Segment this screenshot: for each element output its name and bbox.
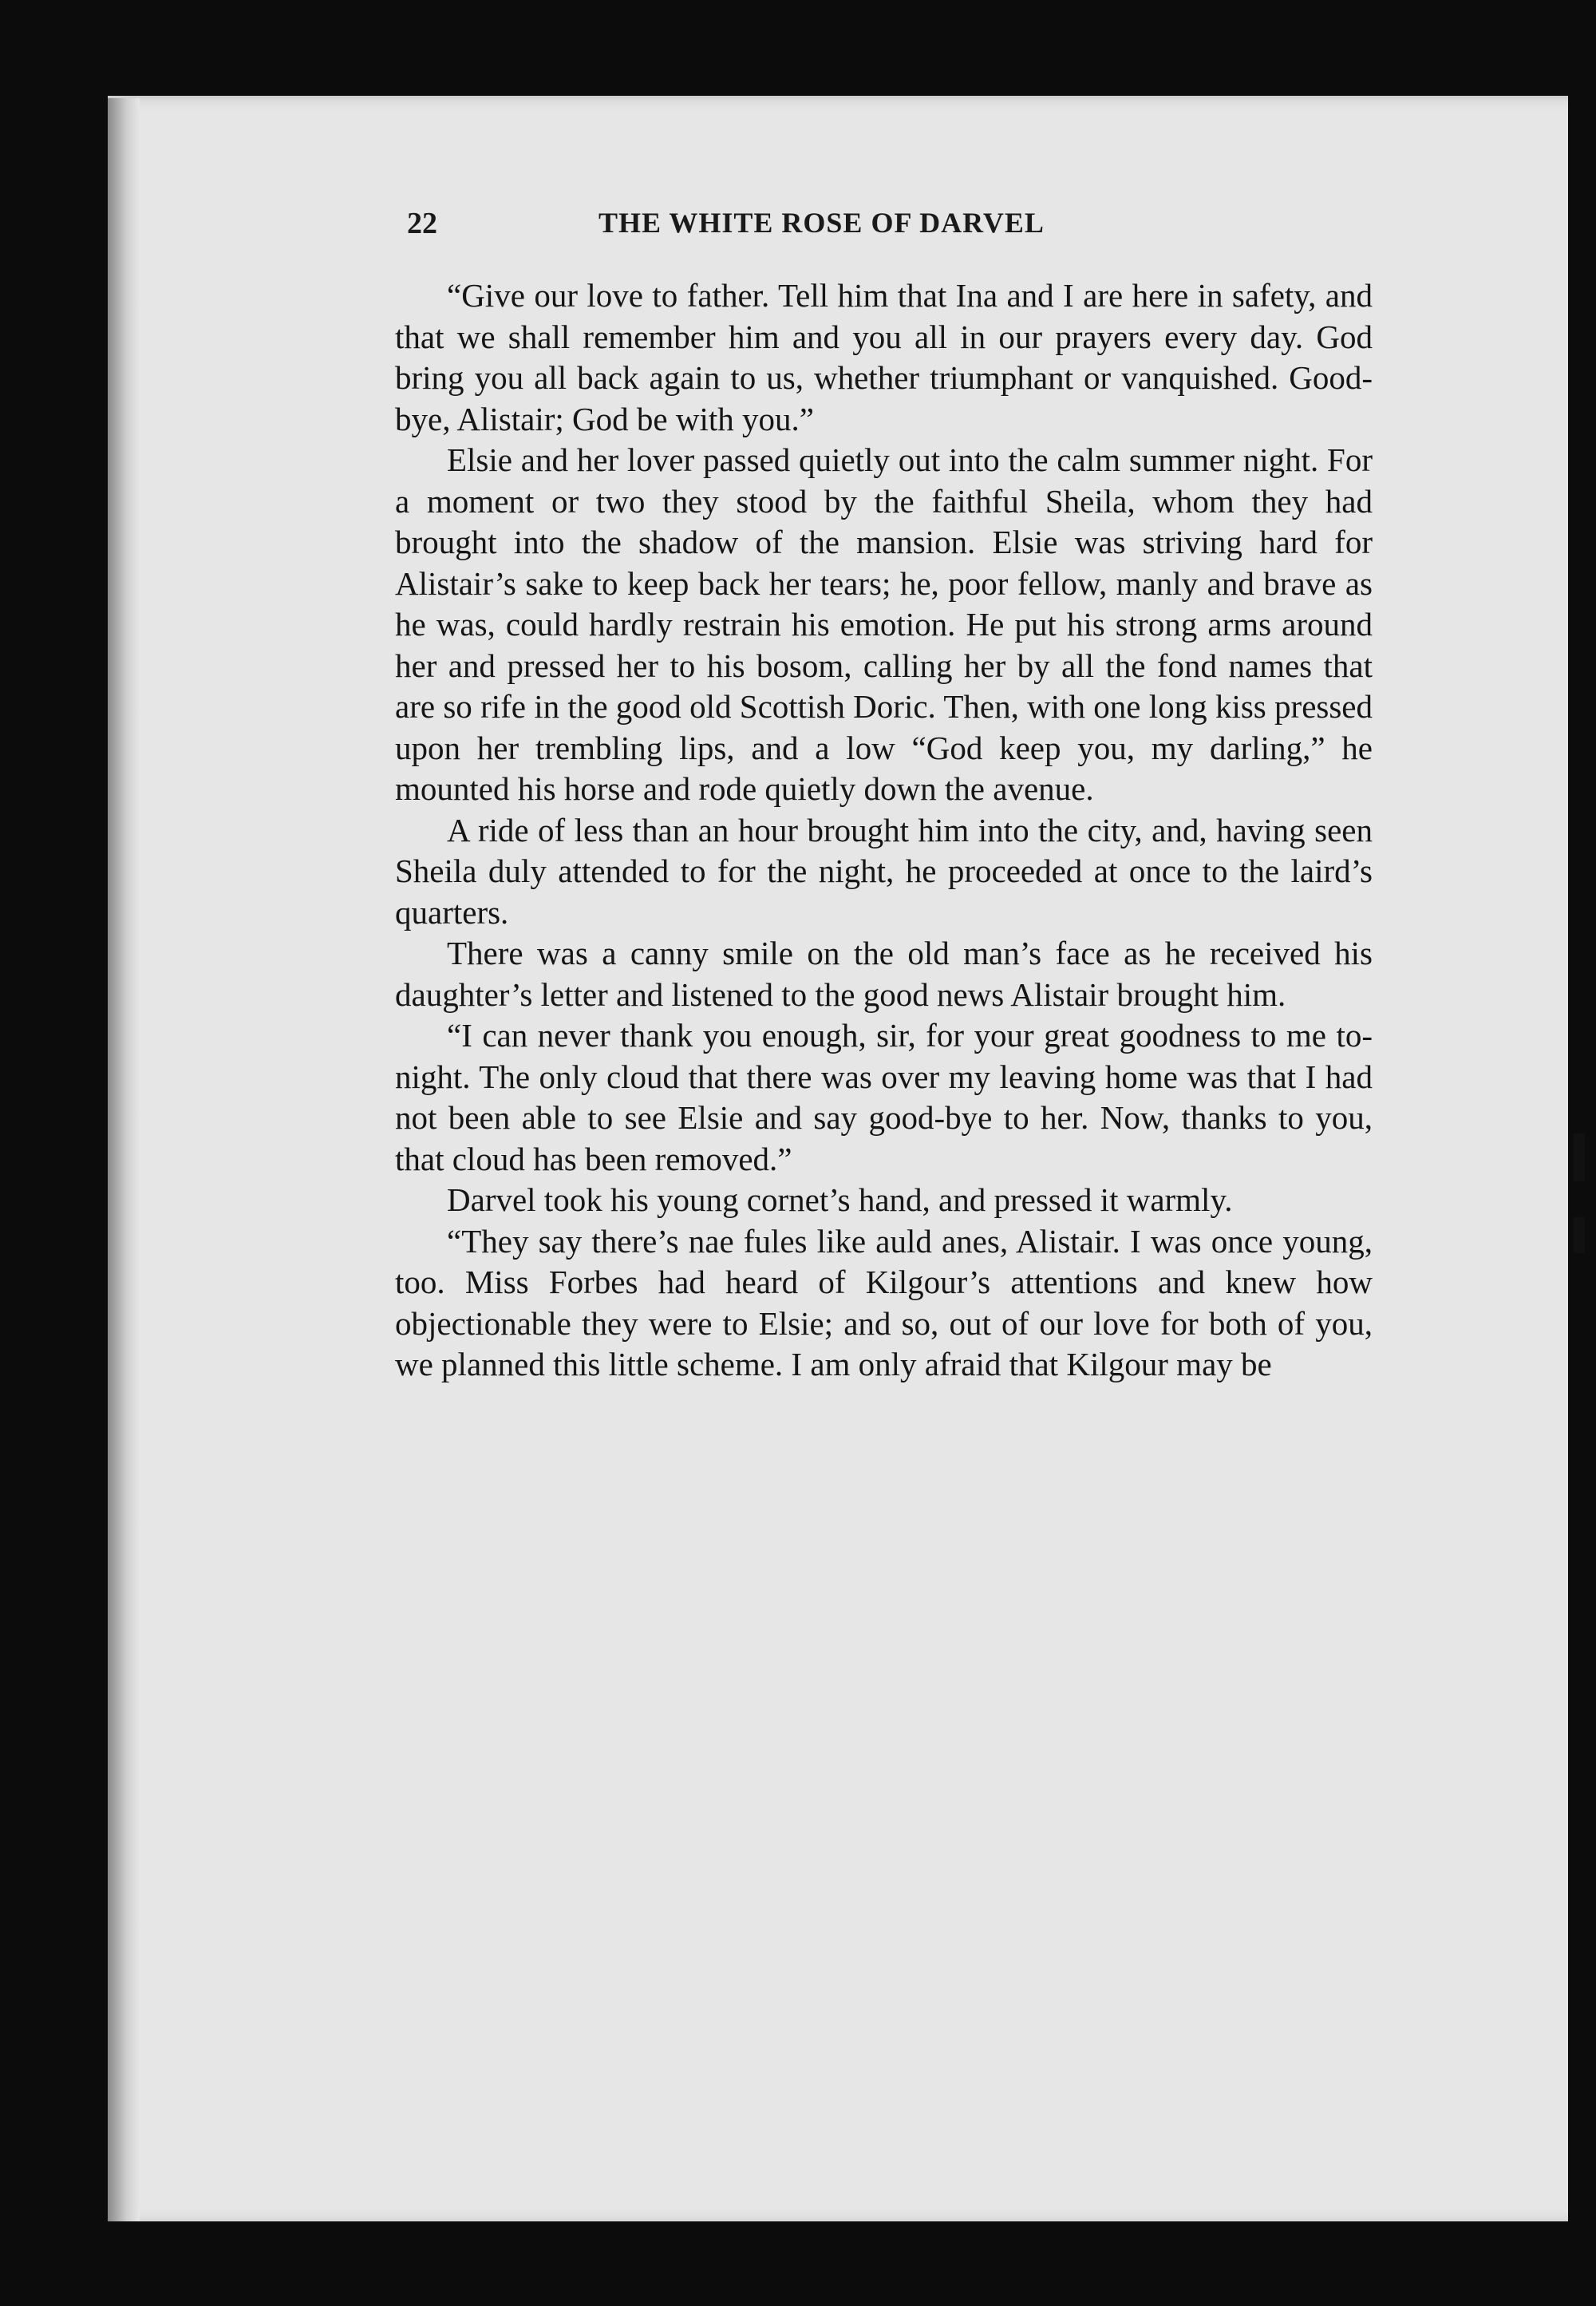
- paragraph: Darvel took his young cornet’s hand, and pressed it warmly.: [447, 1181, 1233, 1218]
- paragraph: There was a canny smile on the old man’s face as he received his daughter’s letter and listened to the good news Alistair brought him.: [395, 935, 1373, 1013]
- edge-mark: [1574, 1133, 1585, 1181]
- scan-edge-artifacts: [1540, 1038, 1596, 1596]
- paragraph: Elsie and her lover passed quietly out into the calm summer night. For a moment or two they stood by the faithful Sheila, whom they had brought into the shadow of the mansion. Elsie was striving hard for Alistair’s sake to keep back her tears; he, poor fellow, manly and brave as he was, could hardly restrain his emotion. He put his strong arms around her and pressed her to his bosom, calling her by all the fond names that are so rife in the good old Scottish Doric. Then, with one long kiss pressed upon her trembling lips, and a low “God keep you, my darling,” he mounted his horse and rode quietly down the avenue.: [395, 441, 1373, 807]
- edge-mark: [1574, 1217, 1585, 1253]
- paragraph: “They say there’s nae fules like auld anes, Alistair. I was once young, too. Miss Forbes had heard of Kilgour’s attentions and knew how objectionable they were to Elsie; and so, out of our love for both of you, we planned this little scheme. I am only afraid that Kilgour may be: [395, 1222, 1373, 1382]
- page-gutter: [108, 98, 140, 2221]
- running-title: THE WHITE ROSE OF DARVEL: [598, 207, 1045, 239]
- body-text: [395, 275, 1373, 1386]
- paragraph: A ride of less than an hour brought him into the city, and, having seen Sheila duly attended to for the night, he proceeded at once to the laird’s quarters.: [395, 811, 1373, 931]
- paragraph: “I can never thank you enough, sir, for your great goodness to me to-night. The only cloud that there was over my leaving home was that I had not been able to see Elsie and say good-bye to her. Now, thanks to you, that cloud has been removed.”: [395, 1017, 1373, 1177]
- running-head: [407, 206, 1373, 254]
- paragraph: “Give our love to father. Tell him that Ina and I are here in safety, and that we shall remember him and you all in our prayers every day. God bring you all back again to us, whether triumphant or vanquished. Good-bye, Alistair; God be with you.”: [395, 277, 1373, 437]
- page-number: 22: [407, 207, 437, 240]
